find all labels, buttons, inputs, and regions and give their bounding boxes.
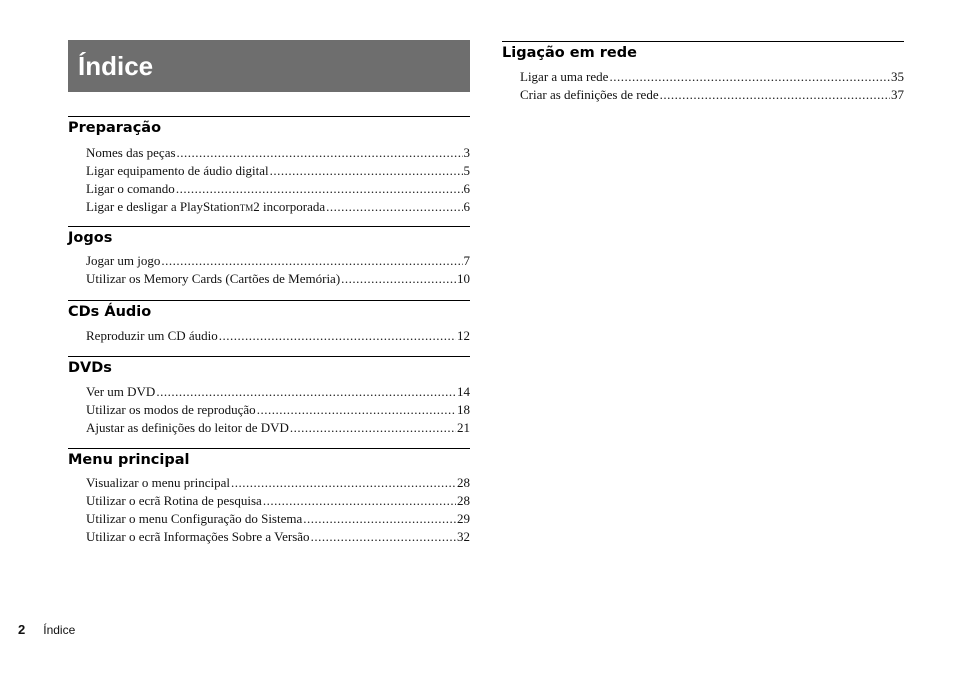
section-menu-principal xyxy=(68,448,470,546)
footer-label: Índice xyxy=(43,623,76,637)
section-heading: CDs Áudio xyxy=(68,304,152,320)
section-heading: Ligação em rede xyxy=(502,45,637,61)
page-footer xyxy=(18,622,75,637)
section-heading: Jogos xyxy=(68,230,113,246)
section-heading: Menu principal xyxy=(68,452,190,468)
section-cds-audio xyxy=(68,300,470,345)
toc-entry[interactable]: Visualizar o menu principal ..... 28 xyxy=(68,474,470,492)
section-dvds xyxy=(68,356,470,437)
toc-entry[interactable]: Utilizar o menu Configuração do Sistema ..... 29 xyxy=(68,510,470,528)
title-bar xyxy=(68,40,470,92)
section-ligacao-em-rede xyxy=(502,41,904,104)
section-heading: DVDs xyxy=(68,360,112,376)
toc-entry[interactable]: Reproduzir um CD áudio ..... 12 xyxy=(68,327,470,345)
trademark-mark: TM xyxy=(239,203,254,213)
page-title: Índice xyxy=(78,50,154,81)
toc-entry[interactable]: Utilizar os modos de reprodução ..... 18 xyxy=(68,401,470,419)
toc-entry[interactable]: Ver um DVD ..... 14 xyxy=(68,383,470,401)
toc-entry[interactable]: Ligar e desligar a PlayStationTM2 incorporada ..... 6 xyxy=(68,198,470,217)
toc-entry[interactable]: Nomes das peças ..... 3 xyxy=(68,144,470,162)
section-preparacao xyxy=(68,116,470,217)
section-heading: Preparação xyxy=(68,120,162,136)
toc-entry[interactable]: Criar as definições de rede ..... 37 xyxy=(502,86,904,104)
toc-entry[interactable]: Ligar o comando ..... 6 xyxy=(68,180,470,198)
section-jogos xyxy=(68,226,470,288)
page-number: 2 xyxy=(18,622,26,637)
toc-entry[interactable]: Utilizar os Memory Cards (Cartões de Memória) ..... 10 xyxy=(68,270,470,288)
toc-entry[interactable]: Utilizar o ecrã Informações Sobre a Versão ..... 32 xyxy=(68,528,470,546)
toc-entry[interactable]: Utilizar o ecrã Rotina de pesquisa ..... 28 xyxy=(68,492,470,510)
toc-entry[interactable]: Jogar um jogo ..... 7 xyxy=(68,252,470,270)
toc-entry[interactable]: Ajustar as definições do leitor de DVD ..... 21 xyxy=(68,419,470,437)
toc-entry[interactable]: Ligar a uma rede ..... 35 xyxy=(502,68,904,86)
toc-entry[interactable]: Ligar equipamento de áudio digital ..... 5 xyxy=(68,162,470,180)
